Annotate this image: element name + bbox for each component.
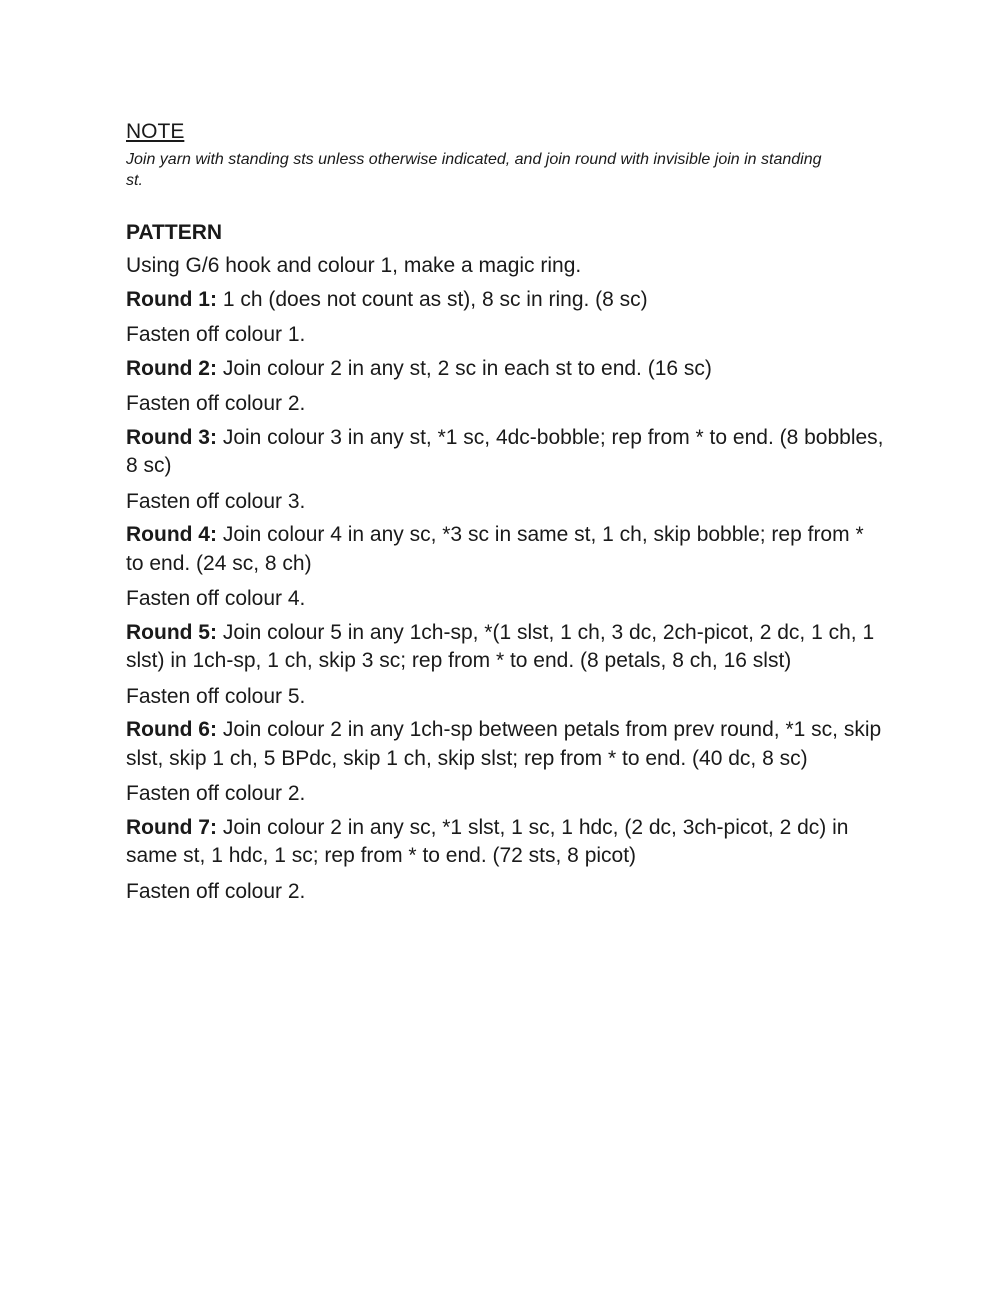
round-5-text: Join colour 5 in any 1ch-sp, *(1 slst, 1 ch, 3 dc, 2ch-picot, 2 dc, 1 ch, 1 slst) in 1ch-sp, 1 ch, skip 3 sc; rep from * to end. (8 petals, 8 ch, 16 slst) xyxy=(126,620,875,672)
round-6-label: Round 6: xyxy=(126,718,217,741)
round-3 xyxy=(126,424,886,481)
round-1-text: 1 ch (does not count as st), 8 sc in ring. (8 sc) xyxy=(216,287,648,311)
round-6 xyxy=(126,716,886,773)
round-4-label: Round 4: xyxy=(126,523,217,546)
round-7-label: Round 7: xyxy=(126,815,217,839)
round-4-fasten: Fasten off colour 4. xyxy=(126,587,306,610)
note-heading: NOTE xyxy=(126,120,185,143)
round-4-text: Join colour 4 in any sc, *3 sc in same st, 1 ch, skip bobble; rep from * to end. (24 sc, 8 ch) xyxy=(126,523,864,575)
round-3-fasten: Fasten off colour 3. xyxy=(126,489,306,513)
round-6-text: Join colour 2 in any 1ch-sp between petals from prev round, *1 sc, skip slst, skip 1 ch, 5 BPdc, skip 1 ch, skip slst; rep from * to end. (40 dc, 8 sc) xyxy=(126,718,882,770)
round-4 xyxy=(126,521,886,578)
round-7-text: Join colour 2 in any sc, *1 slst, 1 sc, 1 hdc, (2 dc, 3ch-picot, 2 dc) in same st, 1 hdc, 1 sc; rep from * to end. (72 sts, 8 picot) xyxy=(126,815,849,867)
round-1-fasten: Fasten off colour 1. xyxy=(126,323,306,346)
round-7 xyxy=(126,814,886,871)
round-2-label: Round 2: xyxy=(126,356,217,380)
round-1 xyxy=(126,286,886,315)
round-2-text: Join colour 2 in any st, 2 sc in each st to end. (16 sc) xyxy=(216,356,712,380)
round-7-fasten: Fasten off colour 2. xyxy=(126,879,306,903)
round-3-text: Join colour 3 in any st, *1 sc, 4dc-bobble; rep from * to end. (8 bobbles, 8 sc) xyxy=(126,425,884,477)
round-3-label: Round 3: xyxy=(126,425,217,449)
round-5-label: Round 5: xyxy=(126,620,217,644)
pattern-heading: PATTERN xyxy=(126,221,223,244)
document-page xyxy=(126,118,886,906)
round-2 xyxy=(126,355,886,384)
round-2-fasten: Fasten off colour 2. xyxy=(126,392,306,415)
round-1-label: Round 1: xyxy=(126,287,217,311)
pattern-intro: Using G/6 hook and colour 1, make a magic ring. xyxy=(126,254,582,277)
round-6-fasten: Fasten off colour 2. xyxy=(126,782,306,805)
round-5-fasten: Fasten off colour 5. xyxy=(126,684,306,708)
note-text: Join yarn with standing sts unless otherwise indicated, and join round with invisible join in standing st. xyxy=(126,151,822,189)
round-5 xyxy=(126,619,886,676)
